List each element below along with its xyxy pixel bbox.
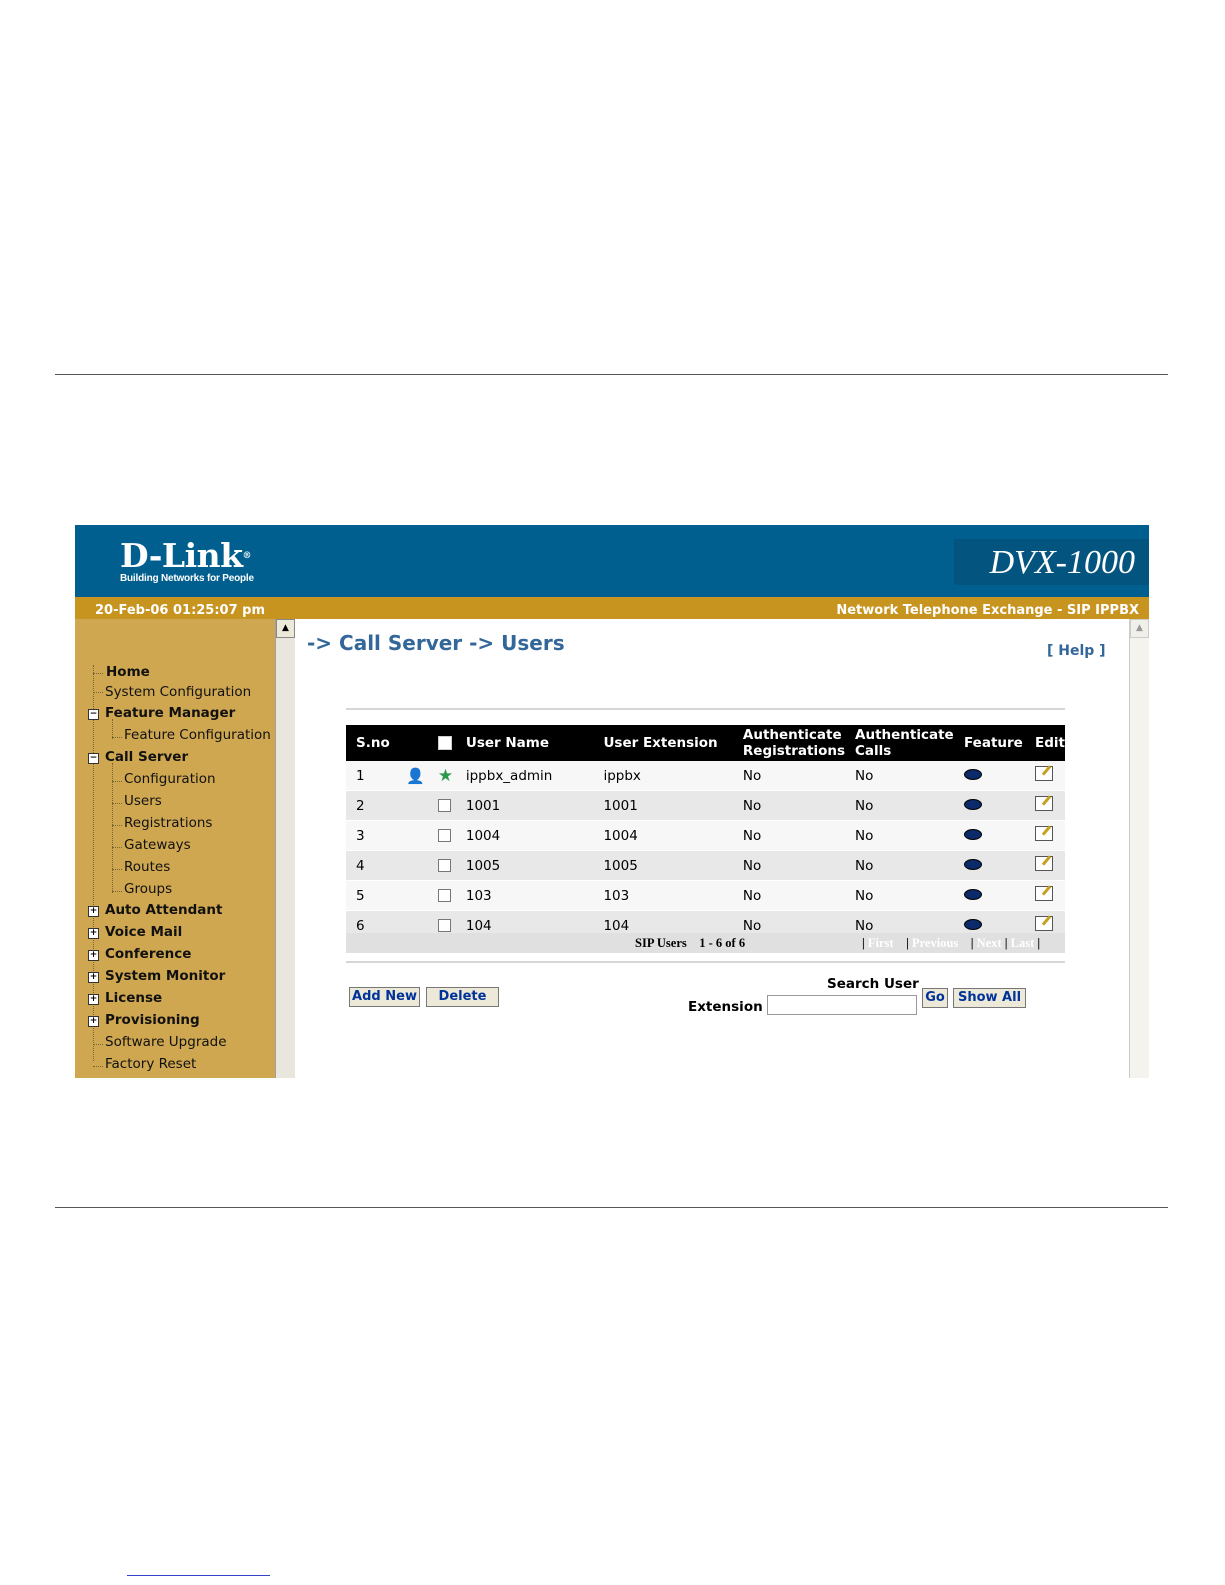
cell-extension: ippbx xyxy=(593,761,732,791)
cell-auth-reg: No xyxy=(733,791,845,821)
status-datetime: 20-Feb-06 01:25:07 pm xyxy=(95,603,266,618)
cell-feature xyxy=(954,821,1025,851)
cell-sno: 5 xyxy=(346,881,396,911)
cell-auth-calls: No xyxy=(845,791,954,821)
cell-edit xyxy=(1025,881,1065,911)
feature-icon[interactable] xyxy=(964,889,982,900)
extension-label: Extension xyxy=(688,999,763,1015)
cell-username: 104 xyxy=(456,911,594,941)
sidebar-item-license[interactable]: License xyxy=(105,990,163,1006)
sidebar-item-conference[interactable]: Conference xyxy=(105,946,192,962)
page-bottom-rule xyxy=(55,1207,1168,1208)
tree-line xyxy=(112,825,122,826)
model-name: DVX-1000 xyxy=(989,544,1135,581)
table-bottom-rule xyxy=(346,961,1065,963)
col-sno: S.no xyxy=(346,725,396,761)
cell-feature xyxy=(954,851,1025,881)
sidebar-item-voice-mail[interactable]: Voice Mail xyxy=(105,924,183,940)
star-icon: ★ xyxy=(437,765,454,786)
logo-registered-mark: ® xyxy=(242,551,252,561)
table-row xyxy=(346,851,1065,881)
auth-reg-header-line1: Authenticate xyxy=(742,727,842,743)
sidebar-item-users[interactable]: Users xyxy=(124,793,162,809)
cell-icon xyxy=(396,791,428,821)
cell-extension: 1005 xyxy=(593,851,732,881)
cell-auth-calls: No xyxy=(845,761,954,791)
pager-label: SIP Users xyxy=(635,936,687,950)
tree-line xyxy=(93,673,103,674)
pager-links: | First | Previous | Next | Last | xyxy=(862,936,1041,950)
cell-sno: 3 xyxy=(346,821,396,851)
cell-auth-reg: No xyxy=(733,851,845,881)
expand-icon[interactable]: + xyxy=(89,928,98,938)
sidebar-item-home[interactable]: Home xyxy=(106,664,150,680)
edit-icon[interactable] xyxy=(1035,826,1053,841)
expand-icon[interactable]: + xyxy=(89,950,98,960)
cell-sno: 6 xyxy=(346,911,396,941)
cell-auth-calls: No xyxy=(845,911,954,941)
tree-line xyxy=(112,847,122,848)
cell-select xyxy=(428,881,456,911)
sidebar-item-factory-reset[interactable]: Factory Reset xyxy=(105,1056,197,1072)
cell-select xyxy=(428,851,456,881)
cell-username: 1004 xyxy=(456,821,594,851)
sidebar-nav xyxy=(75,619,294,1078)
table-row xyxy=(346,761,1065,791)
row-checkbox[interactable] xyxy=(438,799,451,812)
edit-icon[interactable] xyxy=(1035,856,1053,871)
cell-edit xyxy=(1025,821,1065,851)
sidebar-item-feature-manager[interactable]: Feature Manager xyxy=(105,705,236,721)
tree-line xyxy=(112,891,122,892)
cell-username: 103 xyxy=(456,881,594,911)
cell-edit xyxy=(1025,761,1065,791)
cell-feature xyxy=(954,761,1025,791)
page-title: -> Call Server -> Users xyxy=(307,631,565,655)
pager-next-link[interactable]: Next xyxy=(976,936,1002,950)
cell-icon xyxy=(396,821,428,851)
status-bar xyxy=(75,601,1149,619)
sidebar-item-provisioning[interactable]: Provisioning xyxy=(105,1012,200,1028)
cell-auth-calls: No xyxy=(845,881,954,911)
cell-auth-reg: No xyxy=(733,761,845,791)
tree-line xyxy=(112,763,113,893)
collapse-icon[interactable]: − xyxy=(89,709,98,719)
cell-select xyxy=(428,761,456,791)
expand-icon[interactable]: + xyxy=(89,972,98,982)
scroll-up-arrow-icon[interactable]: ▲ xyxy=(1130,619,1149,638)
cell-username: 1001 xyxy=(456,791,594,821)
row-checkbox[interactable] xyxy=(438,859,451,872)
add-new-button[interactable]: Add New xyxy=(349,987,420,1007)
tree-line xyxy=(112,719,113,739)
tree-line xyxy=(112,803,122,804)
screenshot-frame xyxy=(75,525,1149,1078)
cell-extension: 103 xyxy=(593,881,732,911)
feature-icon[interactable] xyxy=(964,799,982,810)
feature-icon[interactable] xyxy=(964,829,982,840)
cell-auth-calls: No xyxy=(845,821,954,851)
sidebar-item-software-upgrade[interactable]: Software Upgrade xyxy=(105,1034,227,1050)
cell-auth-reg: No xyxy=(733,881,845,911)
pager-range: 1 - 6 of 6 xyxy=(699,936,746,950)
sidebar-item-configuration[interactable]: Configuration xyxy=(124,771,216,787)
sidebar-item-registrations[interactable]: Registrations xyxy=(124,815,213,831)
cell-username: ippbx_admin xyxy=(456,761,594,791)
tree-line xyxy=(112,781,122,782)
page-top-rule xyxy=(55,374,1168,375)
cell-icon xyxy=(396,851,428,881)
pager-count xyxy=(635,936,745,951)
expand-icon[interactable]: + xyxy=(89,994,98,1004)
cell-icon xyxy=(396,881,428,911)
scroll-up-arrow-icon[interactable]: ▲ xyxy=(276,619,295,638)
auth-calls-header-line1: Authenticate xyxy=(855,727,954,743)
col-icon xyxy=(396,725,428,761)
auth-calls-header-line2: Calls xyxy=(855,743,892,759)
feature-icon[interactable] xyxy=(964,769,982,780)
sidebar-item-feature-configuration[interactable]: Feature Configuration xyxy=(124,727,271,743)
cell-auth-reg: No xyxy=(733,821,845,851)
cell-extension: 1004 xyxy=(593,821,732,851)
logo-tagline: Building Networks for People xyxy=(120,573,254,584)
table-row xyxy=(346,791,1065,821)
delete-button[interactable]: Delete xyxy=(426,987,499,1007)
pagination-bar xyxy=(346,933,1065,953)
row-checkbox[interactable] xyxy=(438,919,451,932)
footer-link-underline xyxy=(127,1575,270,1576)
dlink-logo xyxy=(120,536,254,584)
expand-icon[interactable]: + xyxy=(89,906,98,916)
col-username: User Name xyxy=(456,725,594,761)
cell-extension: 104 xyxy=(593,911,732,941)
col-edit: Edit xyxy=(1025,725,1065,761)
auth-reg-header-line2: Registrations xyxy=(742,743,846,759)
show-all-button[interactable]: Show All xyxy=(953,988,1026,1008)
sidebar-scrollbar[interactable] xyxy=(275,619,295,1078)
admin-user-icon: 👤 xyxy=(405,766,425,785)
cell-auth-reg: No xyxy=(733,911,845,941)
sidebar-item-routes[interactable]: Routes xyxy=(124,859,171,875)
pager-last-link[interactable]: Last xyxy=(1010,936,1035,950)
cell-icon xyxy=(396,761,428,791)
cell-username: 1005 xyxy=(456,851,594,881)
row-checkbox[interactable] xyxy=(438,889,451,902)
content-scrollbar[interactable] xyxy=(1129,619,1149,1078)
pager-previous-link[interactable]: Previous xyxy=(911,936,959,950)
tree-line xyxy=(93,1044,103,1045)
edit-icon[interactable] xyxy=(1035,796,1053,811)
cell-sno: 2 xyxy=(346,791,396,821)
row-checkbox[interactable] xyxy=(438,829,451,842)
feature-icon[interactable] xyxy=(964,919,982,930)
sidebar-item-system-configuration[interactable]: System Configuration xyxy=(105,684,252,700)
cell-edit xyxy=(1025,791,1065,821)
sidebar-item-auto-attendant[interactable]: Auto Attendant xyxy=(105,902,223,918)
cell-select xyxy=(428,791,456,821)
edit-icon[interactable] xyxy=(1035,766,1053,781)
cell-select xyxy=(428,821,456,851)
cell-sno: 1 xyxy=(346,761,396,791)
table-row xyxy=(346,821,1065,851)
go-button[interactable]: Go xyxy=(922,988,948,1008)
status-product: Network Telephone Exchange - SIP IPPBX xyxy=(836,603,1139,618)
logo-text: D-Link xyxy=(120,536,243,575)
pager-first-link[interactable]: First xyxy=(867,936,894,950)
col-auth-calls xyxy=(845,725,954,761)
search-user-title: Search User xyxy=(827,976,919,992)
edit-icon[interactable] xyxy=(1035,916,1053,931)
cell-feature xyxy=(954,791,1025,821)
tree-line xyxy=(93,1066,103,1067)
sidebar-item-gateways[interactable]: Gateways xyxy=(124,837,191,853)
extension-search-input[interactable] xyxy=(767,995,917,1015)
expand-icon[interactable]: + xyxy=(89,1016,98,1026)
help-link[interactable]: [ Help ] xyxy=(1047,643,1106,659)
tree-line xyxy=(93,692,103,693)
select-all-checkbox[interactable] xyxy=(438,736,452,750)
cell-feature xyxy=(954,881,1025,911)
col-feature: Feature xyxy=(954,725,1025,761)
edit-icon[interactable] xyxy=(1035,886,1053,901)
cell-edit xyxy=(1025,851,1065,881)
tree-line xyxy=(112,869,122,870)
col-select xyxy=(428,725,456,761)
cell-extension: 1001 xyxy=(593,791,732,821)
collapse-icon[interactable]: − xyxy=(89,753,98,763)
tree-line xyxy=(112,737,122,738)
feature-icon[interactable] xyxy=(964,859,982,870)
table-row xyxy=(346,881,1065,911)
table-header-row xyxy=(346,725,1065,761)
cell-auth-calls: No xyxy=(845,851,954,881)
table-top-rule xyxy=(346,708,1065,710)
col-extension: User Extension xyxy=(593,725,732,761)
sidebar-item-groups[interactable]: Groups xyxy=(124,881,173,897)
header-banner xyxy=(75,525,1149,597)
sidebar-item-system-monitor[interactable]: System Monitor xyxy=(105,968,226,984)
col-auth-reg xyxy=(733,725,845,761)
sidebar-item-call-server[interactable]: Call Server xyxy=(105,749,189,765)
users-table xyxy=(346,725,1065,941)
cell-sno: 4 xyxy=(346,851,396,881)
